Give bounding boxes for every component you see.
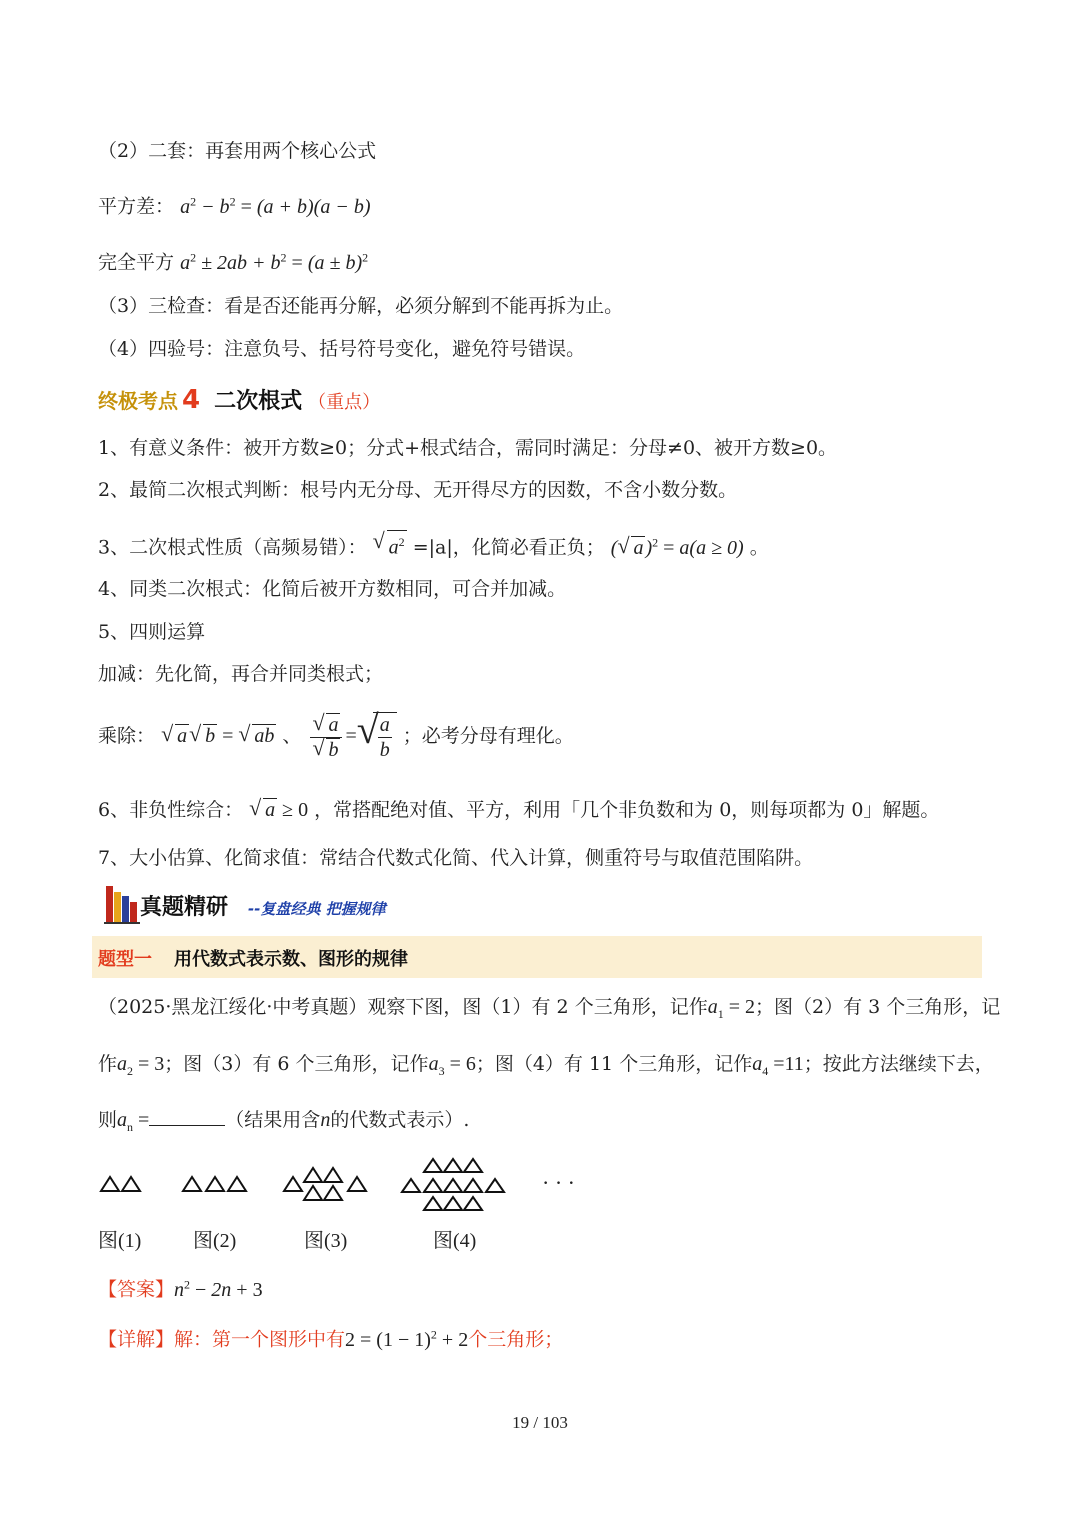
question-line-3 (98, 1107, 469, 1140)
question-type-title: 用代数式表示数、图形的规律 (174, 949, 408, 970)
question-part-3b: （结果用含 (225, 1109, 321, 1131)
multiply-divide-label: 乘除： (98, 725, 156, 747)
a1-equation: $a_1 = 2$ (707, 996, 755, 1021)
page-number: 19 / 103 (512, 1413, 568, 1432)
perfect-square-label: 完全平方 (98, 251, 175, 274)
question-type-bar (92, 936, 982, 978)
detail-line (98, 1321, 563, 1353)
a2-equation: $a_2 = 3$ (117, 1053, 165, 1078)
detail-expression: $2 = (1 - 1)^2 + 2$ (345, 1327, 469, 1351)
multiply-divide-rule (98, 706, 574, 766)
section-prefix: 终极考点 (98, 389, 178, 413)
section-number: 4 (182, 385, 201, 415)
quotient-rule-expression: √ a √ b = √ $\frac{a}{b}$ (307, 725, 396, 747)
item-3 (98, 529, 769, 561)
item-3-middle: =|a|，化简必看正负； (412, 536, 605, 559)
answer-line (98, 1271, 263, 1303)
banner-subtitle: --复盘经典 把握规律 (248, 900, 386, 918)
item-6-prefix: 6、非负性综合： (98, 799, 244, 821)
step3-text: （3）三检查：看是否还能再分解，必须分解到不能再拆为止。 (98, 295, 624, 317)
add-subtract-rule: 加减：先化简，再合并同类根式； (98, 663, 384, 685)
item-5: 5、四则运算 (98, 621, 206, 643)
question-part-3a: 则 (98, 1109, 118, 1131)
figure-3-triangles (284, 1168, 366, 1200)
multiply-divide-end: ；必考分母有理化。 (402, 725, 574, 747)
detail-label: 【详解】 (98, 1328, 175, 1351)
ellipsis: · · · (542, 1170, 575, 1195)
question-part-1b: ；图（2）有 3 个三角形，记 (754, 996, 1001, 1018)
square-difference-formula (98, 188, 370, 220)
question-line-1 (98, 994, 1000, 1027)
item-2: 2、最简二次根式判断：根号内无分母、无开得尽方的因数，不含小数分数。 (98, 479, 738, 501)
sqrt-nonnegative-expression: √ a ≥ 0 (249, 795, 309, 821)
question-line-2 (98, 1051, 994, 1084)
item-1: 1、有意义条件：被开方数≥0；分式+根式结合，需同时满足：分母≠0、被开方数≥0。 (98, 437, 838, 459)
step2-text: （2）二套：再套用两个核心公式 (98, 140, 377, 162)
a4-equation: $a_4 =11$ (752, 1053, 804, 1078)
question-part-2b: ；图（3）有 6 个三角形，记作 (164, 1053, 429, 1075)
product-rule-expression: √ a √ b = √ ab (161, 721, 275, 747)
question-part-2c: ；图（4）有 11 个三角形，记作 (475, 1053, 753, 1075)
item-6 (98, 797, 939, 823)
sqrt-a-squared-identity: ( √ a )$^2$ = a(a ≥ 0) (610, 532, 744, 559)
answer-label: 【答案】 (98, 1278, 175, 1301)
question-part-2a: 作 (98, 1053, 118, 1075)
answer-blank (149, 1107, 225, 1126)
item-6-rest: ，常搭配绝对值、平方，利用「几个非负数和为 0，则每项都为 0」解题。 (314, 799, 940, 821)
figure-label-2: 图(2) (193, 1230, 237, 1252)
square-difference-expression: $a^2 - b^2 = (a + b)(a - b)$ (180, 194, 371, 218)
item-4: 4、同类二次根式：化简后被开方数相同，可合并加减。 (98, 578, 567, 600)
question-part-1a: （2025·黑龙江绥化·中考真题）观察下图，图（1）有 2 个三角形，记作 (98, 996, 708, 1018)
a3-equation: $a_3 = 6$ (428, 1053, 476, 1078)
question-type-label: 题型一 (98, 949, 152, 970)
multiply-divide-separator: 、 (282, 725, 302, 747)
item-7: 7、大小估算、化简求值：常结合代数式化简、代入计算，侧重符号与取值范围陷阱。 (98, 847, 814, 869)
section-tag: （重点） (308, 392, 381, 413)
triangle-figures (96, 1152, 556, 1212)
perfect-square-formula (98, 244, 368, 276)
figure-label-4: 图(4) (433, 1230, 477, 1252)
perfect-square-expression: $a^2 \pm 2ab + b^2 = (a \pm b)^2$ (180, 250, 369, 274)
figure-4-triangles (402, 1159, 504, 1210)
detail-prefix: 解：第一个图形中有 (174, 1328, 346, 1351)
detail-suffix: 个三角形； (468, 1328, 564, 1351)
books-icon (104, 882, 144, 924)
square-difference-label: 平方差： (98, 195, 175, 218)
answer-expression: $n^2 - 2n + 3$ (174, 1277, 263, 1301)
banner-title: 真题精研 (140, 895, 229, 920)
variable-n: n (320, 1109, 331, 1131)
sqrt-a-squared: √ $a^2$ (372, 528, 405, 559)
step4-text: （4）四验号：注意负号、括号符号变化，避免符号错误。 (98, 338, 586, 360)
figure-label-3: 图(3) (304, 1230, 348, 1252)
figure-label-1: 图(1) (98, 1230, 142, 1252)
item-3-prefix: 3、二次根式性质（高频易错）： (98, 536, 367, 559)
section-heading (98, 384, 380, 415)
section-title: 二次根式 (214, 389, 303, 414)
an-expression: $a_n$ = (117, 1109, 150, 1134)
figure-1-triangles (101, 1177, 140, 1191)
item-3-end: 。 (749, 536, 769, 559)
question-part-2d: ；按此方法继续下去， (803, 1053, 994, 1075)
figure-2-triangles (183, 1177, 246, 1191)
question-part-3c: 的代数式表示）. (330, 1109, 470, 1131)
